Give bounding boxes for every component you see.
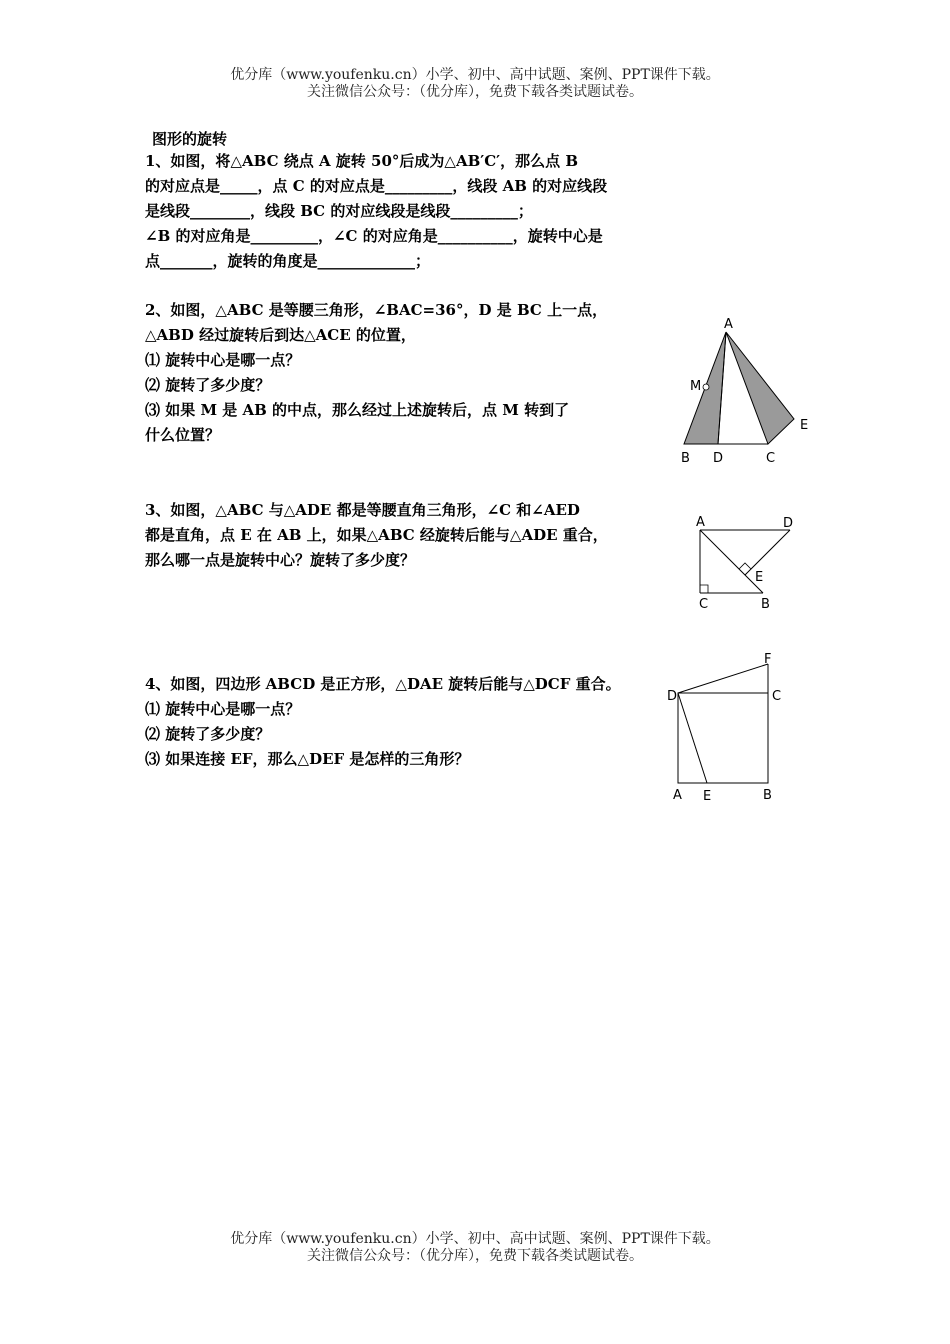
question-2: [145, 298, 607, 448]
q1-line: 的对应点是_____，点 C 的对应点是_________，线段 AB 的对应线段: [145, 177, 608, 195]
q2-line: ⑶ 如果 M 是 AB 的中点，那么经过上述旋转后，点 M 转到了: [145, 401, 570, 419]
label-a: A: [673, 788, 682, 803]
label-d: D: [667, 689, 678, 704]
q1-line: 点_______，旋转的角度是_____________；: [145, 252, 431, 270]
label-b: B: [761, 597, 770, 612]
q4-line: ⑵ 旋转了多少度？: [145, 725, 271, 743]
label-e: E: [800, 418, 809, 433]
figure-right-triangles: [690, 512, 800, 614]
segment-de: [678, 693, 707, 783]
q2-line: ⑵ 旋转了多少度？: [145, 376, 271, 394]
q2-line: 2、如图，△ABC 是等腰三角形，∠BAC=36°，D 是 BC 上一点，: [145, 301, 608, 319]
figure-square-rotation: [660, 650, 790, 805]
q1-line: 是线段________，线段 BC 的对应线段是线段_________；: [145, 202, 533, 220]
q4-line: 4、如图，四边形 ABCD 是正方形，△DAE 旋转后能与△DCF 重合。: [145, 675, 621, 693]
right-angle-mark-e: [739, 563, 751, 569]
question-4: [145, 672, 621, 772]
label-c: C: [772, 689, 782, 704]
label-e: E: [703, 789, 712, 804]
q2-line: 什么位置？: [145, 426, 221, 444]
header-line-1: 优分库（www.youfenku.cn）小学、初中、高中试题、案例、PPT课件下载。: [230, 67, 720, 83]
label-d: D: [713, 451, 724, 466]
square-abcd: [678, 693, 768, 783]
header-line-2: 关注微信公众号：（优分库），免费下载各类试题试卷。: [307, 84, 643, 100]
label-d: D: [783, 516, 794, 531]
q1-line: ∠B 的对应角是_________，∠C 的对应角是__________，旋转中心是: [145, 227, 603, 245]
right-angle-mark-c: [700, 585, 708, 593]
page-header: [0, 67, 950, 101]
footer-line-1: 优分库（www.youfenku.cn）小学、初中、高中试题、案例、PPT课件下载。: [230, 1231, 720, 1247]
q3-line: 那么哪一点是旋转中心？旋转了多少度？: [145, 551, 416, 569]
label-b: B: [763, 788, 772, 803]
segment-de: [745, 530, 790, 575]
question-3: [145, 498, 608, 573]
q4-line: ⑶ 如果连接 EF，那么△DEF 是怎样的三角形？: [145, 750, 470, 768]
triangle-ace-shaded: [726, 332, 794, 444]
page-title: 图形的旋转: [152, 130, 228, 148]
label-c: C: [699, 597, 709, 612]
segment-df: [678, 664, 768, 693]
q2-line: ⑴ 旋转中心是哪一点？: [145, 351, 301, 369]
label-m: M: [690, 379, 702, 394]
label-c: C: [766, 451, 776, 466]
q3-line: 3、如图，△ABC 与△ADE 都是等腰直角三角形，∠C 和∠AED: [145, 501, 580, 519]
label-f: F: [764, 652, 772, 667]
label-a: A: [724, 317, 733, 332]
segment-ab: [700, 530, 763, 593]
q4-line: ⑴ 旋转中心是哪一点？: [145, 700, 301, 718]
point-m-marker: [703, 384, 709, 390]
footer-line-2: 关注微信公众号：（优分库），免费下载各类试题试卷。: [307, 1248, 643, 1264]
page-footer: [0, 1231, 950, 1265]
q3-line: 都是直角，点 E 在 AB 上，如果△ABC 经旋转后能与△ADE 重合，: [145, 526, 608, 544]
figure-isosceles-rotation: [670, 310, 820, 470]
label-b: B: [681, 451, 690, 466]
q1-line: 1、如图，将△ABC 绕点 A 旋转 50°后成为△AB′C′，那么点 B: [145, 152, 579, 170]
q2-line: △ABD 经过旋转后到达△ACE 的位置，: [145, 326, 416, 344]
label-e: E: [755, 570, 764, 585]
label-a: A: [696, 515, 705, 530]
question-1: [145, 149, 607, 274]
